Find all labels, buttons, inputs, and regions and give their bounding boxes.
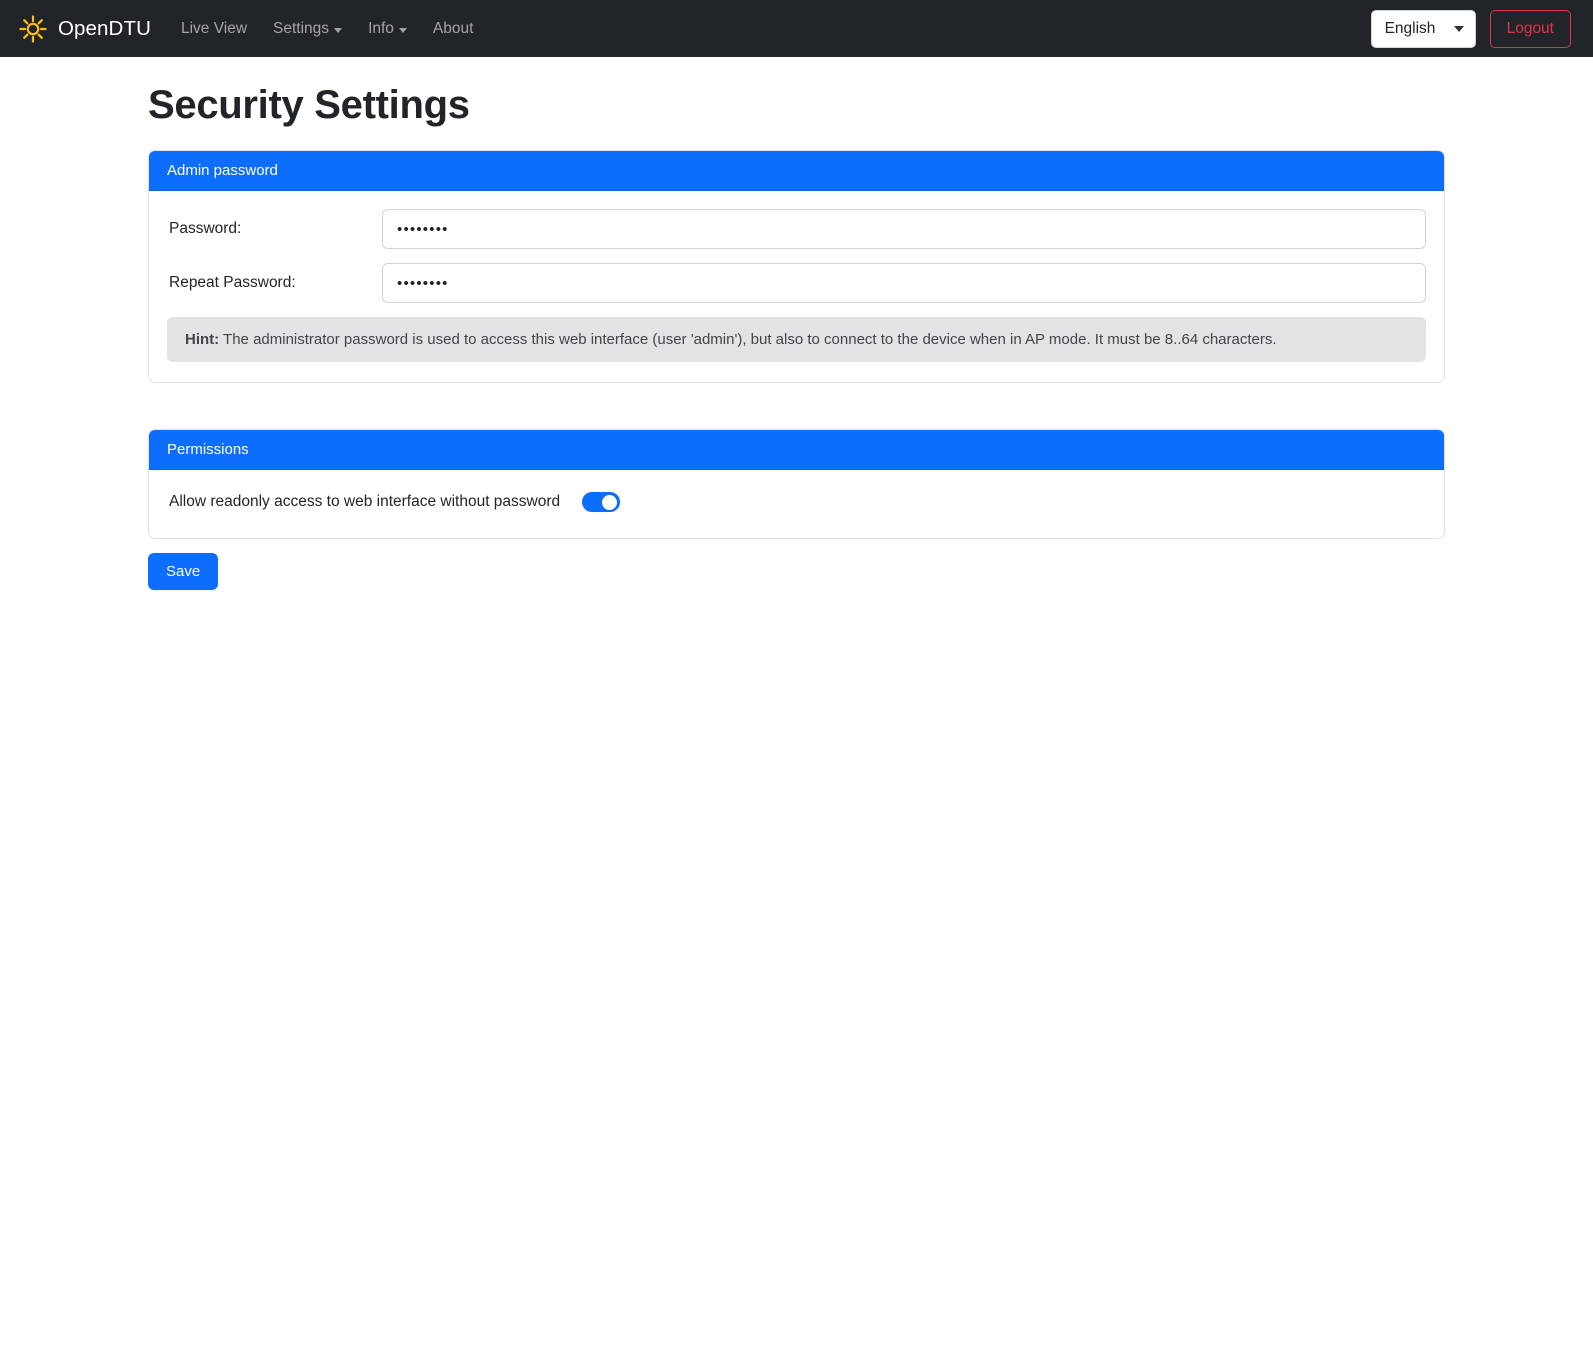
- admin-password-card-header: Admin password: [149, 151, 1444, 191]
- chevron-down-icon: [399, 28, 407, 33]
- nav-item-live-view[interactable]: [181, 20, 247, 38]
- language-select-value: English: [1384, 19, 1436, 37]
- nav-item-about-label: About: [432, 19, 474, 37]
- sun-icon: [18, 14, 48, 44]
- nav-item-about[interactable]: [433, 20, 474, 38]
- navbar-right: [1371, 10, 1571, 48]
- password-row: [167, 209, 1426, 249]
- nav-item-settings[interactable]: [273, 20, 342, 38]
- nav-item-info[interactable]: [368, 20, 407, 38]
- brand-label: OpenDTU: [58, 16, 151, 40]
- nav-item-settings-label: Settings: [273, 19, 330, 37]
- page-title: Security Settings: [148, 83, 470, 127]
- password-input[interactable]: [382, 209, 1426, 249]
- admin-password-card-body: [149, 191, 1444, 382]
- nav-item-info-label: Info: [368, 19, 394, 37]
- top-navbar: [0, 0, 1593, 57]
- nav-item-live-view-label: Live View: [180, 19, 248, 37]
- repeat-password-label: Repeat Password:: [169, 274, 296, 291]
- toggle-knob: [602, 495, 617, 510]
- permissions-card-body: [149, 470, 1444, 538]
- password-label: Password:: [169, 220, 242, 237]
- nav-links: [181, 20, 473, 38]
- brand[interactable]: [18, 14, 151, 44]
- section-spacer: [148, 383, 1445, 429]
- permissions-card-header: Permissions: [149, 430, 1444, 470]
- language-select-wrapper: [1371, 10, 1476, 48]
- readonly-access-row: [167, 488, 1426, 518]
- logout-button[interactable]: Logout: [1490, 10, 1571, 48]
- page-content: [0, 83, 1593, 590]
- password-hint-text: The administrator password is used to access this web interface (user 'admin'), but also to connect to the device when in AP mode. It must be 8..64 characters.: [219, 331, 1277, 348]
- password-hint: [167, 317, 1426, 362]
- repeat-password-row: [167, 263, 1426, 303]
- language-select[interactable]: [1371, 10, 1476, 48]
- save-button[interactable]: Save: [148, 553, 218, 590]
- readonly-access-label: Allow readonly access to web interface without password: [169, 493, 561, 510]
- chevron-down-icon: [334, 28, 342, 33]
- admin-password-card: [148, 150, 1445, 383]
- permissions-card: [148, 429, 1445, 539]
- repeat-password-input[interactable]: [382, 263, 1426, 303]
- readonly-access-toggle[interactable]: [582, 492, 620, 512]
- password-hint-prefix: Hint:: [185, 331, 220, 348]
